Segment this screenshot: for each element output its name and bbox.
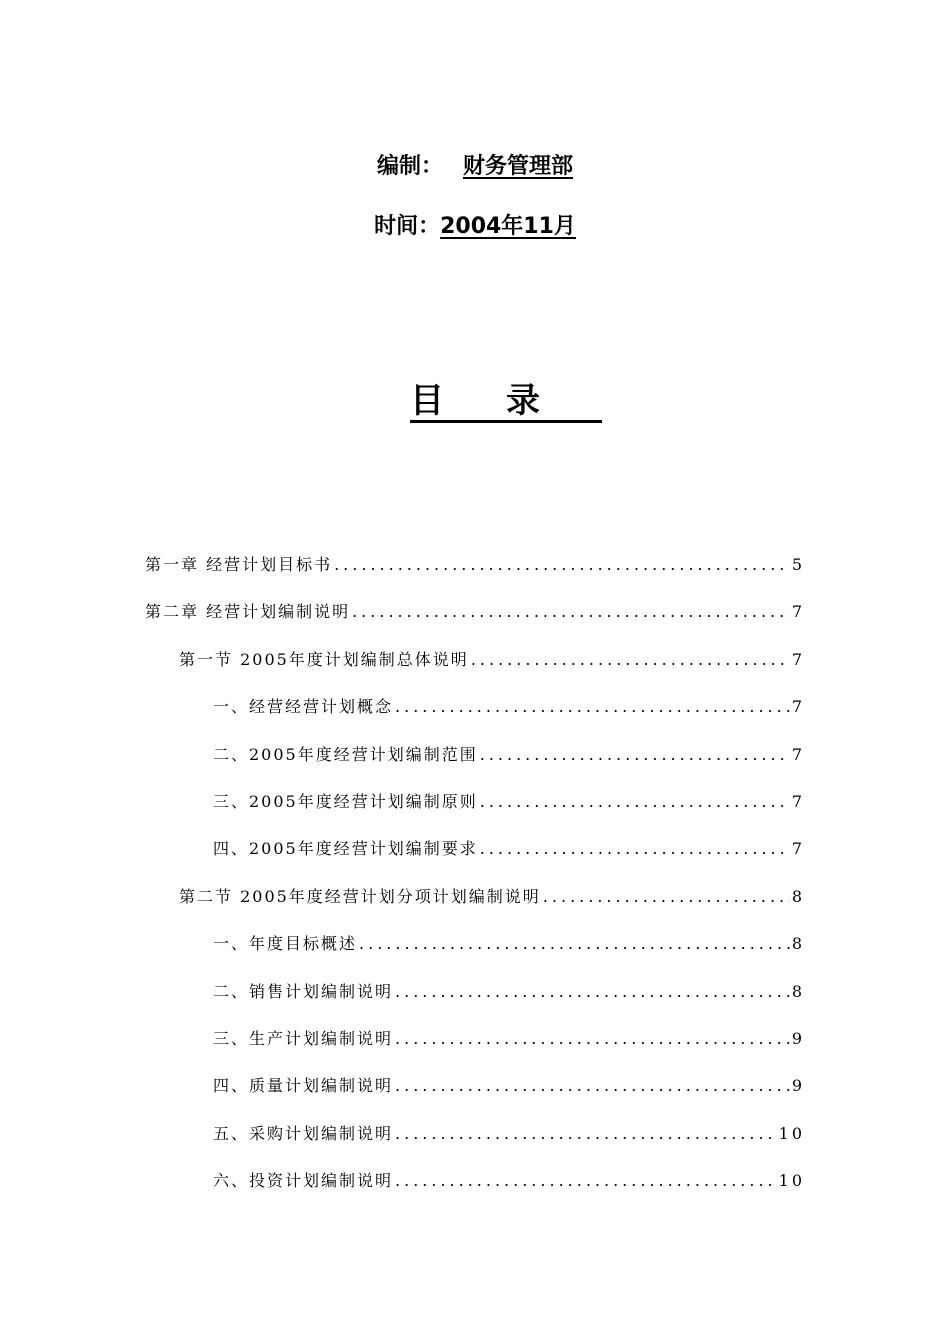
toc-entry-page: 9 [791, 1076, 805, 1095]
time-label: 时间： [374, 214, 441, 239]
toc-entry-label: 一、经营经营计划概念 [213, 697, 394, 716]
toc-leader-dots [395, 1028, 790, 1050]
toc-entry-label: 第一章 经营计划目标书 [145, 555, 333, 574]
toc-leader-dots [395, 1075, 790, 1097]
toc-entry-label: 三、生产计划编制说明 [213, 1029, 394, 1048]
toc-entry-label: 第二节 2005年度经营计划分项计划编制说明 [179, 887, 541, 906]
toc-entry[interactable] [213, 1024, 805, 1050]
toc-leader-dots [334, 554, 790, 576]
toc-leader-dots [395, 1123, 777, 1145]
toc-entry-label: 五、采购计划编制说明 [213, 1124, 394, 1143]
time-value: 2004年11月 [440, 214, 576, 239]
toc-leader-dots [471, 649, 790, 671]
toc-entry[interactable] [213, 787, 805, 813]
toc-entry[interactable] [145, 597, 805, 623]
toc-entry-label: 四、2005年度经营计划编制要求 [213, 839, 478, 858]
toc-leader-dots [480, 791, 790, 813]
toc-entry[interactable] [213, 1071, 805, 1097]
toc-entry[interactable] [213, 1166, 805, 1192]
compiler-label: 编制： [376, 154, 443, 179]
toc-entry[interactable] [213, 692, 805, 718]
compiler-line [0, 152, 950, 182]
toc-entry-page: 8 [791, 887, 805, 906]
toc-entry-page: 7 [791, 745, 805, 764]
toc-leader-dots [480, 838, 790, 860]
toc-leader-dots [395, 696, 790, 718]
toc-entry-page: 5 [791, 555, 805, 574]
toc-entry-label: 二、2005年度经营计划编制范围 [213, 745, 478, 764]
toc-entry[interactable] [179, 882, 805, 908]
toc-entry-label: 二、销售计划编制说明 [213, 982, 394, 1001]
toc-title: 目录 [410, 381, 602, 421]
toc-entry-page: 7 [791, 839, 805, 858]
toc-entry[interactable] [145, 550, 805, 576]
toc-leader-dots [395, 1170, 777, 1192]
toc-entry[interactable] [213, 740, 805, 766]
toc-entry[interactable] [213, 929, 805, 955]
toc-entry-page: 9 [791, 1029, 805, 1048]
toc-entry-page: 8 [791, 934, 805, 953]
toc-leader-dots [543, 886, 790, 908]
toc-entry-page: 7 [791, 650, 805, 669]
toc-entry-page: 7 [791, 602, 805, 621]
compiler-value: 财务管理部 [463, 154, 574, 179]
toc-entry-page: 10 [778, 1124, 805, 1143]
time-line [0, 212, 950, 242]
toc-leader-dots [395, 981, 790, 1003]
toc-entry-page: 7 [791, 792, 805, 811]
toc-entry[interactable] [213, 834, 805, 860]
toc-leader-dots [352, 601, 790, 623]
toc-entry-page: 10 [778, 1171, 805, 1190]
toc-entry[interactable] [213, 977, 805, 1003]
toc-leader-dots [359, 933, 790, 955]
toc-entry-label: 第二章 经营计划编制说明 [145, 602, 351, 621]
toc-entry-label: 三、2005年度经营计划编制原则 [213, 792, 478, 811]
toc-entry-label: 四、质量计划编制说明 [213, 1076, 394, 1095]
toc-entry-label: 第一节 2005年度计划编制总体说明 [179, 650, 469, 669]
toc-entry[interactable] [213, 1119, 805, 1145]
toc-entry-page: 8 [791, 982, 805, 1001]
toc-entry-label: 一、年度目标概述 [213, 934, 358, 953]
toc-leader-dots [480, 744, 790, 766]
toc-entry-label: 六、投资计划编制说明 [213, 1171, 394, 1190]
toc-entry-page: 7 [791, 697, 805, 716]
toc-entry[interactable] [179, 645, 805, 671]
